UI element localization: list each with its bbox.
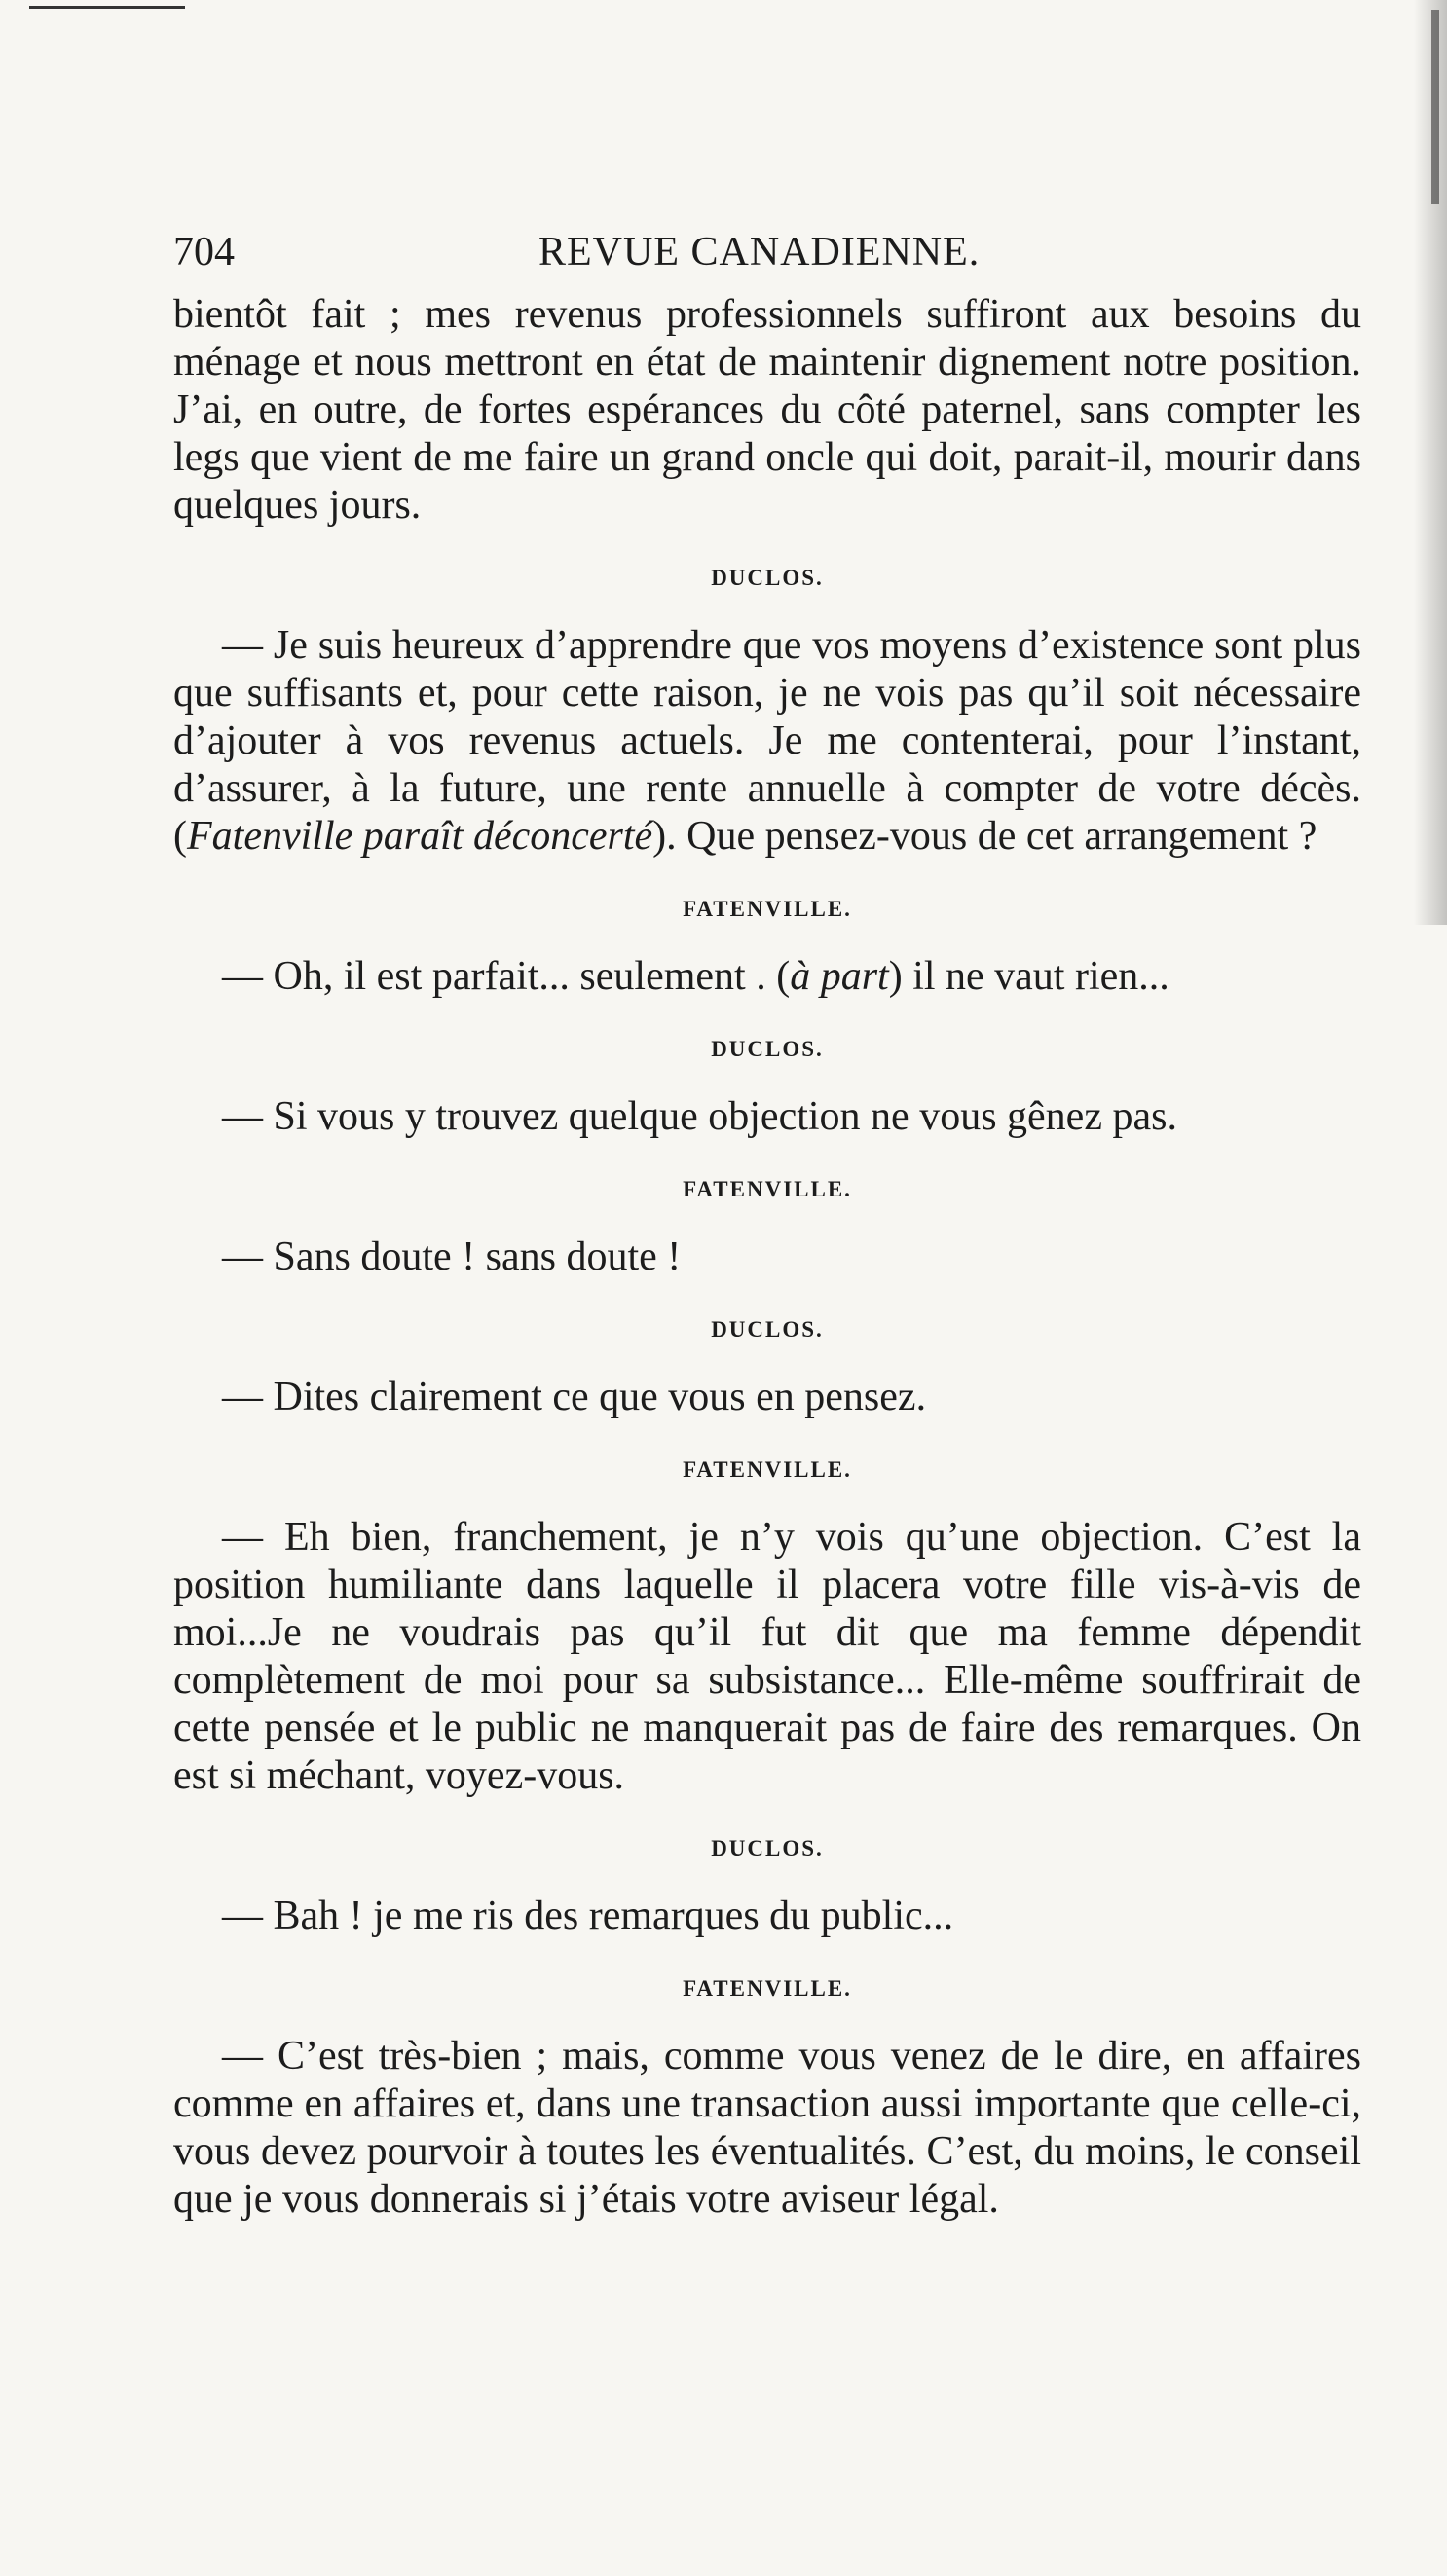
paragraph-duclos-bah: — Bah ! je me ris des remarques du public... (222, 1894, 954, 1938)
page-edge-mark (1431, 10, 1439, 204)
paragraph-duclos-objection: — Si vous y trouvez quelque objection ne vous gênez pas. (222, 1094, 1177, 1139)
speaker-name: FATENVILLE. (683, 1976, 852, 2001)
page-edge-shadow (1414, 0, 1447, 925)
stage-direction: à part (790, 954, 889, 999)
paragraph-duclos-rente (173, 622, 1361, 861)
paragraph-fatenville-franchement: — Eh bien, franchement, je n’y vois qu’une objection. C’est la position humiliante dans laquelle il placera votre fille vis-à-vis de moi...Je ne voudrais pas qu’il fut dit que ma femme dépendit complètement de moi pour sa subsistance... Elle-même souffrirait de cette pensée et le public ne manquerait pas de faire des remarques. On est si méchant, voyez-vous. (173, 1515, 1361, 1798)
speaker-name: DUCLOS. (711, 1836, 824, 1860)
paragraph-opening: bientôt fait ; mes revenus professionnels suffiront aux besoins du ménage et nous mettront en état de maintenir dignement notre position. J’ai, en outre, de fortes espérances du côté paternel, sans compter les legs que vient de me faire un grand oncle qui doit, parait-il, mourir dans quelques jours. (173, 292, 1361, 528)
stage-direction: Fatenville paraît déconcerté (187, 814, 653, 859)
text-run: — Oh, il est parfait... seulement . ( (222, 954, 791, 999)
text-run: ). Que pensez-vous de cet arrangement ? (652, 814, 1317, 859)
speaker-name: DUCLOS. (711, 1037, 824, 1061)
page (173, 229, 1361, 2224)
paragraph-duclos-clairement: — Dites clairement ce que vous en pensez. (222, 1375, 927, 1419)
paragraph-fatenville-conseil: — C’est très-bien ; mais, comme vous venez de le dire, en affaires comme en affaires et, dans une transaction aussi importante que celle-ci, vous devez pourvoir à toutes les éventualités. C’est, du moins, le conseil que je vous donnerais si j’étais votre aviseur légal. (173, 2034, 1361, 2222)
page-number: 704 (173, 230, 235, 275)
speaker-name: FATENVILLE. (683, 1177, 852, 1201)
top-corner-rule (29, 6, 185, 9)
speaker-name: DUCLOS. (711, 566, 824, 590)
text-run: — Je suis heureux d’apprendre que vos moyens d’existence sont plus que suffisants et, pour cette raison, je ne vois pas qu’il soit nécessaire d’ajouter à vos revenus actuels. Je me contenterai, pour l’instant, d’assurer, à la future, une rente annuelle à compter de votre décès. ( (173, 623, 1361, 859)
speaker-name: DUCLOS. (711, 1317, 824, 1342)
paragraph-fatenville-sans-doute: — Sans doute ! sans doute ! (222, 1234, 682, 1279)
speaker-name: FATENVILLE. (683, 897, 852, 921)
page-header (173, 229, 1361, 291)
paragraph-fatenville-parfait (173, 953, 1361, 1001)
text-run: ) il ne vaut rien... (888, 954, 1169, 999)
speaker-name: FATENVILLE. (683, 1457, 852, 1482)
running-title: REVUE CANADIENNE. (538, 230, 981, 275)
